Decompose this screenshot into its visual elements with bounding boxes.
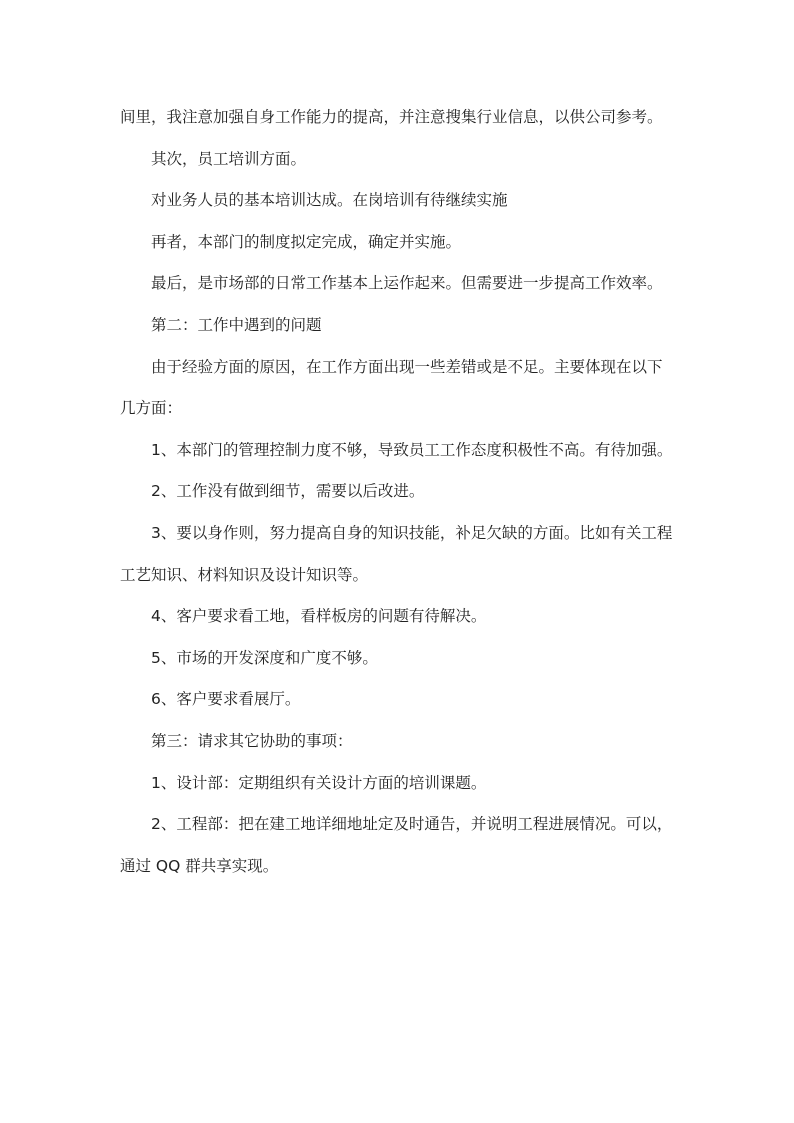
list-item: 2、工程部：把在建工地详细地址定及时通告，并说明工程进展情况。可以，通过 QQ 群共享实现。 bbox=[120, 815, 673, 875]
section-heading: 第三：请求其它协助的事项： bbox=[151, 731, 353, 750]
list-item: 1、本部门的管理控制力度不够，导致员工工作态度积极性不高。有待加强。 bbox=[151, 440, 673, 459]
paragraph: 由于经验方面的原因，在工作方面出现一些差错或是不足。主要体现在以下几方面： bbox=[120, 357, 663, 418]
paragraph: 间里，我注意加强自身工作能力的提高，并注意搜集行业信息，以供公司参考。 bbox=[120, 108, 663, 126]
paragraph: 对业务人员的基本培训达成。在岗培训有待继续实施 bbox=[151, 191, 508, 210]
list-item: 5、市场的开发深度和广度不够。 bbox=[151, 648, 378, 667]
list-item: 3、要以身作则，努力提高自身的知识技能，补足欠缺的方面。比如有关工程工艺知识、材料知识及设计知识等。 bbox=[120, 523, 673, 584]
list-item: 4、客户要求看工地，看样板房的问题有待解决。 bbox=[151, 607, 487, 626]
paragraph: 其次，员工培训方面。 bbox=[151, 149, 307, 168]
paragraph: 再者，本部门的制度拟定完成，确定并实施。 bbox=[151, 232, 462, 251]
document-body bbox=[120, 97, 676, 887]
list-item: 1、设计部：定期组织有关设计方面的培训课题。 bbox=[151, 773, 487, 792]
list-item: 2、工作没有做到细节，需要以后改进。 bbox=[151, 482, 425, 501]
paragraph: 最后，是市场部的日常工作基本上运作起来。但需要进一步提高工作效率。 bbox=[151, 274, 663, 293]
list-item: 6、客户要求看展厅。 bbox=[151, 690, 301, 709]
section-heading: 第二：工作中遇到的问题 bbox=[151, 315, 322, 334]
